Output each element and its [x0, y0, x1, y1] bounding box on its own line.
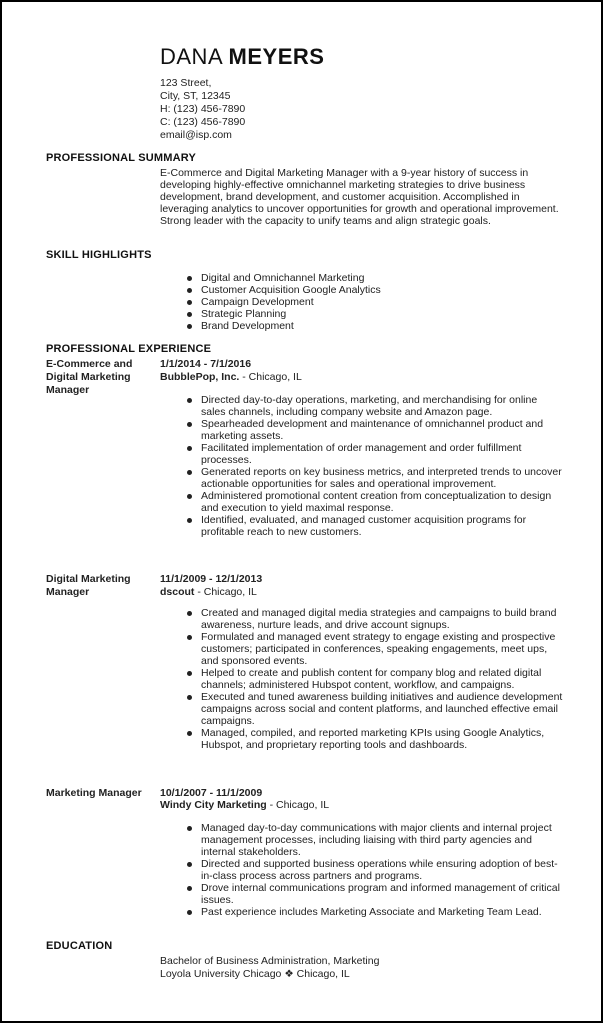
address-line: 123 Street, [160, 77, 212, 89]
job-dates: 1/1/2014 - 7/1/2016 [160, 358, 252, 370]
school-name: Loyola University Chicago [160, 968, 282, 980]
list-item: Directed day-to-day operations, marketing, and merchandising for online sales channels, including company website and Amazon page. [185, 394, 563, 418]
school-location: Chicago, IL [296, 968, 350, 980]
separator-glyph: ❖ [281, 968, 297, 980]
list-item: Customer Acquisition Google Analytics [185, 284, 565, 296]
list-item: Generated reports on key business metrics, and interpreted trends to uncover actionable opportunities for sales and operational improvement. [185, 466, 563, 490]
list-item: Past experience includes Marketing Associate and Marketing Team Lead. [185, 906, 563, 918]
city-line: City, ST, 12345 [160, 90, 231, 102]
list-item: Managed day-to-day communications with major clients and internal project management processes, including liaising with third party agencies and internal stakeholders. [185, 822, 563, 858]
job-company-line [160, 586, 257, 598]
list-item: Digital and Omnichannel Marketing [185, 272, 565, 284]
company-location: - Chicago, IL [239, 371, 302, 383]
list-item: Identified, evaluated, and managed customer acquisition programs for profitable reach to new customers. [185, 514, 563, 538]
skills-list [185, 272, 565, 332]
company-name: dscout [160, 586, 195, 598]
job-title: E-Commerce and Digital Marketing Manager [46, 358, 133, 396]
school-line [160, 968, 379, 981]
company-name: BubblePop, Inc. [160, 371, 240, 383]
home-phone: H: (123) 456-7890 [160, 103, 246, 115]
list-item: Formulated and managed event strategy to engage existing and prospective customers; participated in conferences, speaking engagements, meet ups, and sponsored events. [185, 631, 563, 667]
job-company-line [160, 371, 302, 383]
list-item: Spearheaded development and maintenance of omnichannel product and marketing assets. [185, 418, 563, 442]
job-title: Marketing Manager [46, 787, 142, 799]
experience-heading: PROFESSIONAL EXPERIENCE [46, 343, 212, 355]
cell-phone: C: (123) 456-7890 [160, 116, 246, 128]
job-dates: 11/1/2009 - 12/1/2013 [160, 573, 263, 585]
list-item: Executed and tuned awareness building initiatives and audience development campaigns across social and content platforms, and launched effective email campaigns. [185, 691, 563, 727]
last-name: MEYERS [228, 44, 325, 69]
list-item: Administered promotional content creation from conceptualization to design and execution to yield maximal response. [185, 490, 563, 514]
contact-info [160, 77, 245, 142]
summary-heading: PROFESSIONAL SUMMARY [46, 152, 197, 164]
list-item: Helped to create and publish content for company blog and related digital channels; administered Hubspot content, workflow, and campaigns. [185, 667, 563, 691]
list-item: Directed and supported business operations while ensuring adoption of best-in-class process across partners and programs. [185, 858, 563, 882]
company-location: - Chicago, IL [194, 586, 257, 598]
candidate-name [160, 44, 324, 70]
job-bullets [185, 394, 563, 538]
job-title: Digital Marketing Manager [46, 573, 131, 598]
job-bullets [185, 607, 563, 751]
degree: Bachelor of Business Administration, Marketing [160, 955, 380, 967]
education-heading: EDUCATION [46, 940, 113, 952]
list-item: Drove internal communications program and informed management of critical issues. [185, 882, 563, 906]
first-name: DANA [160, 44, 222, 69]
list-item: Facilitated implementation of order management and order fulfillment processes. [185, 442, 563, 466]
job-company-line [160, 799, 329, 811]
email: email@isp.com [160, 129, 232, 141]
job-dates: 10/1/2007 - 11/1/2009 [160, 787, 263, 799]
list-item: Strategic Planning [185, 308, 565, 320]
list-item: Created and managed digital media strategies and campaigns to build brand awareness, nurture leads, and drive account signups. [185, 607, 563, 631]
list-item: Campaign Development [185, 296, 565, 308]
summary-text: E-Commerce and Digital Marketing Manager with a 9-year history of success in developing highly-effective omnichannel marketing strategies to drive business development, brand development, and customer acquisition. Accomplished in leveraging analytics to uncover opportunities for growth and operational improvement. Strong leader with the capacity to unify teams and align strategic goals. [160, 167, 559, 227]
job-bullets [185, 822, 563, 918]
list-item: Brand Development [185, 320, 565, 332]
education-entry [160, 955, 379, 981]
skills-heading: SKILL HIGHLIGHTS [46, 249, 152, 261]
company-name: Windy City Marketing [160, 799, 267, 811]
company-location: - Chicago, IL [266, 799, 330, 811]
list-item: Managed, compiled, and reported marketing KPIs using Google Analytics, Hubspot, and proprietary reporting tools and dashboards. [185, 727, 563, 751]
